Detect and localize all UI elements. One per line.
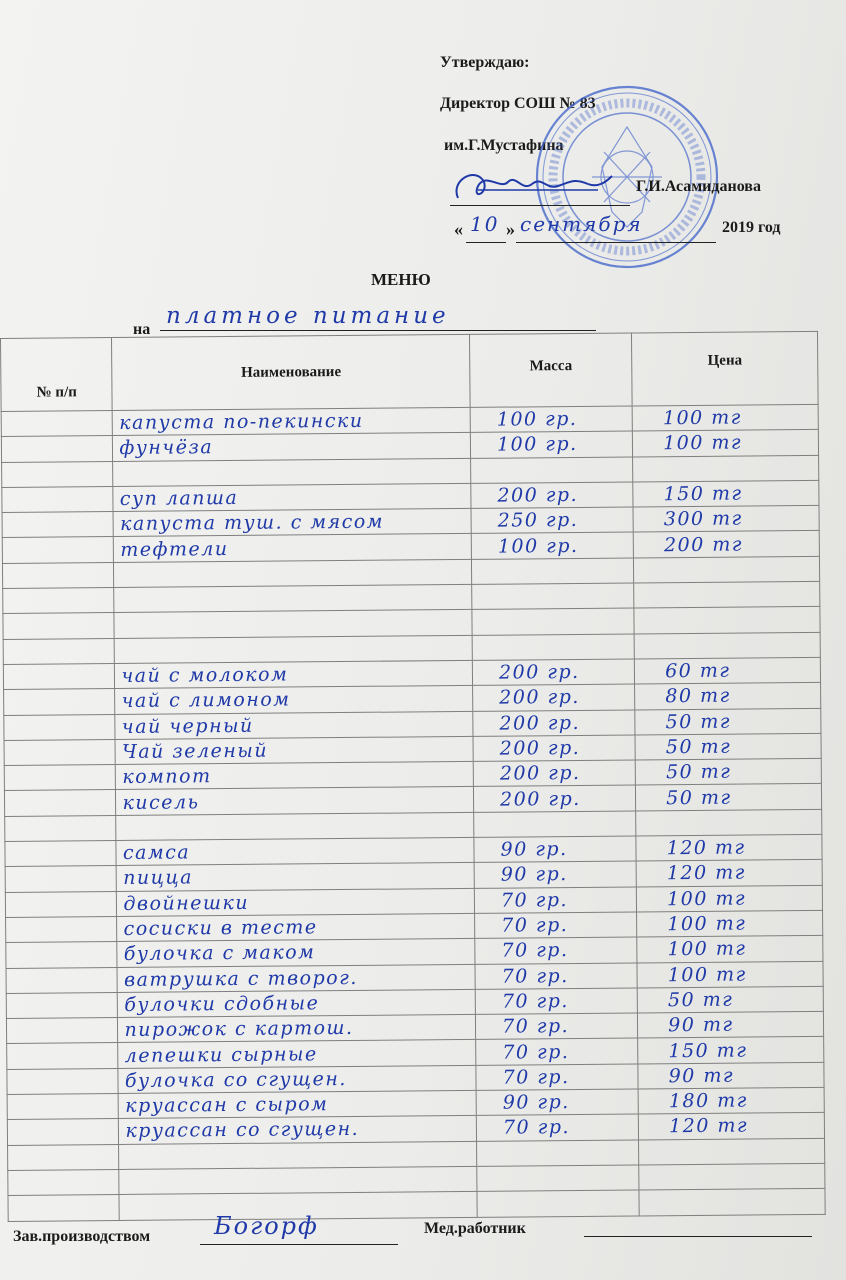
school-name: им.Г.Мустафина bbox=[444, 137, 564, 154]
item-mass bbox=[477, 1165, 639, 1192]
header-price: Цена bbox=[632, 331, 818, 406]
date-day-line bbox=[466, 242, 506, 243]
row-number-cell bbox=[6, 967, 118, 993]
item-price: 80 тг bbox=[635, 683, 821, 710]
item-price bbox=[639, 1138, 825, 1165]
item-price: 50 тг bbox=[635, 759, 821, 786]
item-mass bbox=[472, 608, 634, 635]
row-number-cell bbox=[4, 790, 116, 816]
row-number-cell bbox=[6, 942, 118, 968]
item-mass: 200 гр. bbox=[473, 735, 635, 762]
item-name bbox=[114, 584, 472, 612]
item-mass bbox=[474, 811, 636, 838]
item-price: 100 тг bbox=[637, 910, 823, 937]
item-mass: 200 гр. bbox=[472, 659, 634, 686]
item-name bbox=[116, 812, 474, 840]
row-number-cell bbox=[5, 815, 117, 841]
row-number-cell bbox=[3, 663, 115, 689]
item-mass: 90 гр. bbox=[476, 1089, 638, 1116]
item-price: 100 тг bbox=[637, 885, 823, 912]
item-name: круассан с сыром bbox=[119, 1090, 477, 1118]
item-mass: 70 гр. bbox=[476, 1038, 638, 1065]
approval-heading: Утверждаю: bbox=[440, 54, 530, 71]
item-mass: 90 гр. bbox=[474, 836, 636, 863]
date-open-quote: « bbox=[454, 219, 463, 239]
item-price bbox=[634, 581, 820, 608]
item-mass: 100 гр. bbox=[470, 406, 632, 433]
item-name bbox=[119, 1141, 477, 1169]
medic-label: Мед.работник bbox=[424, 1220, 526, 1237]
row-number-cell bbox=[3, 638, 115, 664]
item-price: 100 тг bbox=[637, 961, 823, 988]
item-price: 100 тг bbox=[632, 404, 818, 431]
item-mass bbox=[477, 1190, 639, 1217]
item-price: 50 тг bbox=[635, 733, 821, 760]
item-name: чай с лимоном bbox=[115, 686, 473, 714]
row-number-cell bbox=[1, 411, 113, 437]
header-name: Наименование bbox=[112, 334, 470, 410]
item-mass: 200 гр. bbox=[473, 710, 635, 737]
item-price bbox=[639, 1189, 825, 1216]
item-name: пицца bbox=[117, 863, 475, 891]
item-price: 150 тг bbox=[633, 480, 819, 507]
date-month: сентября bbox=[520, 212, 643, 236]
row-number-cell bbox=[8, 1144, 120, 1170]
item-name: пирожок с картош. bbox=[118, 1015, 476, 1043]
item-mass: 100 гр. bbox=[471, 532, 633, 559]
item-mass: 70 гр. bbox=[474, 887, 636, 914]
row-number-cell bbox=[4, 689, 116, 715]
item-mass bbox=[472, 583, 634, 610]
item-mass: 250 гр. bbox=[471, 507, 633, 534]
director-position: Директор СОШ № 83 bbox=[440, 95, 596, 112]
item-name: компот bbox=[116, 762, 474, 790]
item-name: фунчёза bbox=[113, 433, 471, 461]
row-number-cell bbox=[5, 891, 117, 917]
item-price bbox=[639, 1163, 825, 1190]
row-number-cell bbox=[3, 588, 115, 614]
item-mass: 90 гр. bbox=[474, 861, 636, 888]
item-name: кисель bbox=[116, 787, 474, 815]
item-mass: 200 гр. bbox=[471, 482, 633, 509]
item-mass: 70 гр. bbox=[475, 988, 637, 1015]
item-price bbox=[634, 607, 820, 634]
item-price: 100 тг bbox=[633, 430, 819, 457]
row-number-cell bbox=[2, 512, 114, 538]
date-month-line bbox=[516, 242, 716, 243]
item-mass bbox=[471, 457, 633, 484]
row-number-cell bbox=[8, 1169, 120, 1195]
item-price: 120 тг bbox=[636, 834, 822, 861]
header-number: № п/п bbox=[1, 338, 113, 412]
row-number-cell bbox=[2, 486, 114, 512]
row-number-cell bbox=[4, 765, 116, 791]
item-name bbox=[115, 635, 473, 663]
row-number-cell bbox=[8, 1195, 120, 1221]
item-name: суп лапша bbox=[113, 483, 471, 511]
date-year: 2019 год bbox=[722, 219, 781, 236]
item-mass: 200 гр. bbox=[474, 785, 636, 812]
medic-signature-line bbox=[584, 1236, 812, 1237]
item-name: чай черный bbox=[115, 711, 473, 739]
row-number-cell bbox=[7, 1043, 119, 1069]
row-number-cell bbox=[6, 992, 118, 1018]
item-name: булочки сдобные bbox=[118, 989, 476, 1017]
item-mass bbox=[472, 634, 634, 661]
item-name: капуста по-пекински bbox=[113, 407, 471, 435]
item-price: 60 тг bbox=[635, 657, 821, 684]
item-mass: 200 гр. bbox=[473, 760, 635, 787]
page-title: МЕНЮ bbox=[371, 270, 431, 289]
item-name bbox=[113, 458, 471, 486]
date-day: 10 bbox=[470, 212, 500, 236]
item-price: 120 тг bbox=[636, 860, 822, 887]
item-mass: 100 гр. bbox=[470, 431, 632, 458]
item-price: 50 тг bbox=[635, 708, 821, 735]
item-name: булочка с маком bbox=[117, 939, 475, 967]
row-number-cell bbox=[2, 461, 114, 487]
item-price: 300 тг bbox=[633, 506, 819, 533]
row-number-cell bbox=[7, 1119, 119, 1145]
row-number-cell bbox=[7, 1068, 119, 1094]
item-price bbox=[636, 809, 822, 836]
row-number-cell bbox=[6, 1018, 118, 1044]
item-mass: 70 гр. bbox=[476, 1064, 638, 1091]
item-mass bbox=[477, 1140, 639, 1167]
table-header-row bbox=[1, 331, 819, 411]
item-price: 120 тг bbox=[639, 1113, 825, 1140]
item-mass: 70 гр. bbox=[475, 937, 637, 964]
director-signature-line bbox=[450, 205, 630, 206]
item-name: круассан со сгущен. bbox=[119, 1116, 477, 1144]
menu-table bbox=[0, 331, 826, 1222]
row-number-cell bbox=[6, 916, 118, 942]
row-number-cell bbox=[4, 714, 116, 740]
item-price: 50 тг bbox=[636, 784, 822, 811]
production-manager-label: Зав.производством bbox=[13, 1228, 151, 1245]
item-name: чай с молоком bbox=[115, 660, 473, 688]
row-number-cell bbox=[2, 562, 114, 588]
item-mass: 70 гр. bbox=[475, 962, 637, 989]
item-name: Чай зеленый bbox=[115, 736, 473, 764]
date-close-quote: » bbox=[506, 219, 515, 239]
row-number-cell bbox=[4, 739, 116, 765]
subtitle-value: платное питание bbox=[166, 303, 450, 329]
item-price: 150 тг bbox=[638, 1037, 824, 1064]
row-number-cell bbox=[1, 436, 113, 462]
item-price: 50 тг bbox=[637, 986, 823, 1013]
row-number-cell bbox=[5, 841, 117, 867]
item-name: капуста туш. с мясом bbox=[113, 509, 471, 537]
item-name: самса bbox=[116, 837, 474, 865]
item-price: 100 тг bbox=[637, 936, 823, 963]
item-name bbox=[119, 1166, 477, 1194]
item-price: 90 тг bbox=[638, 1062, 824, 1089]
director-signature bbox=[448, 160, 618, 210]
item-price: 90 тг bbox=[638, 1011, 824, 1038]
item-mass: 70 гр. bbox=[475, 912, 637, 939]
item-name: сосиски в тесте bbox=[117, 913, 475, 941]
subtitle-prefix: на bbox=[133, 321, 151, 338]
row-number-cell bbox=[5, 866, 117, 892]
item-price: 200 тг bbox=[633, 531, 819, 558]
item-mass: 70 гр. bbox=[475, 1013, 637, 1040]
item-mass: 200 гр. bbox=[473, 684, 635, 711]
item-mass: 70 гр. bbox=[476, 1114, 638, 1141]
row-number-cell bbox=[2, 537, 114, 563]
director-name: Г.И.Асамиданова bbox=[636, 178, 761, 195]
item-name bbox=[114, 559, 472, 587]
item-name: булочка со сгущен. bbox=[118, 1065, 476, 1093]
item-price: 180 тг bbox=[638, 1087, 824, 1114]
item-price bbox=[634, 632, 820, 659]
item-price bbox=[633, 455, 819, 482]
row-number-cell bbox=[3, 613, 115, 639]
item-mass bbox=[472, 558, 634, 585]
item-name: тефтели bbox=[114, 534, 472, 562]
item-name bbox=[114, 610, 472, 638]
item-price bbox=[634, 556, 820, 583]
row-number-cell bbox=[7, 1094, 119, 1120]
header-mass: Масса bbox=[470, 333, 633, 407]
item-name: двойнешки bbox=[117, 888, 475, 916]
item-name: ватрушка с творог. bbox=[117, 964, 475, 992]
production-manager-signature: Богорф bbox=[214, 1212, 319, 1240]
item-name: лепешки сырные bbox=[118, 1040, 476, 1068]
subtitle-line bbox=[160, 330, 596, 331]
production-signature-line bbox=[200, 1244, 398, 1245]
